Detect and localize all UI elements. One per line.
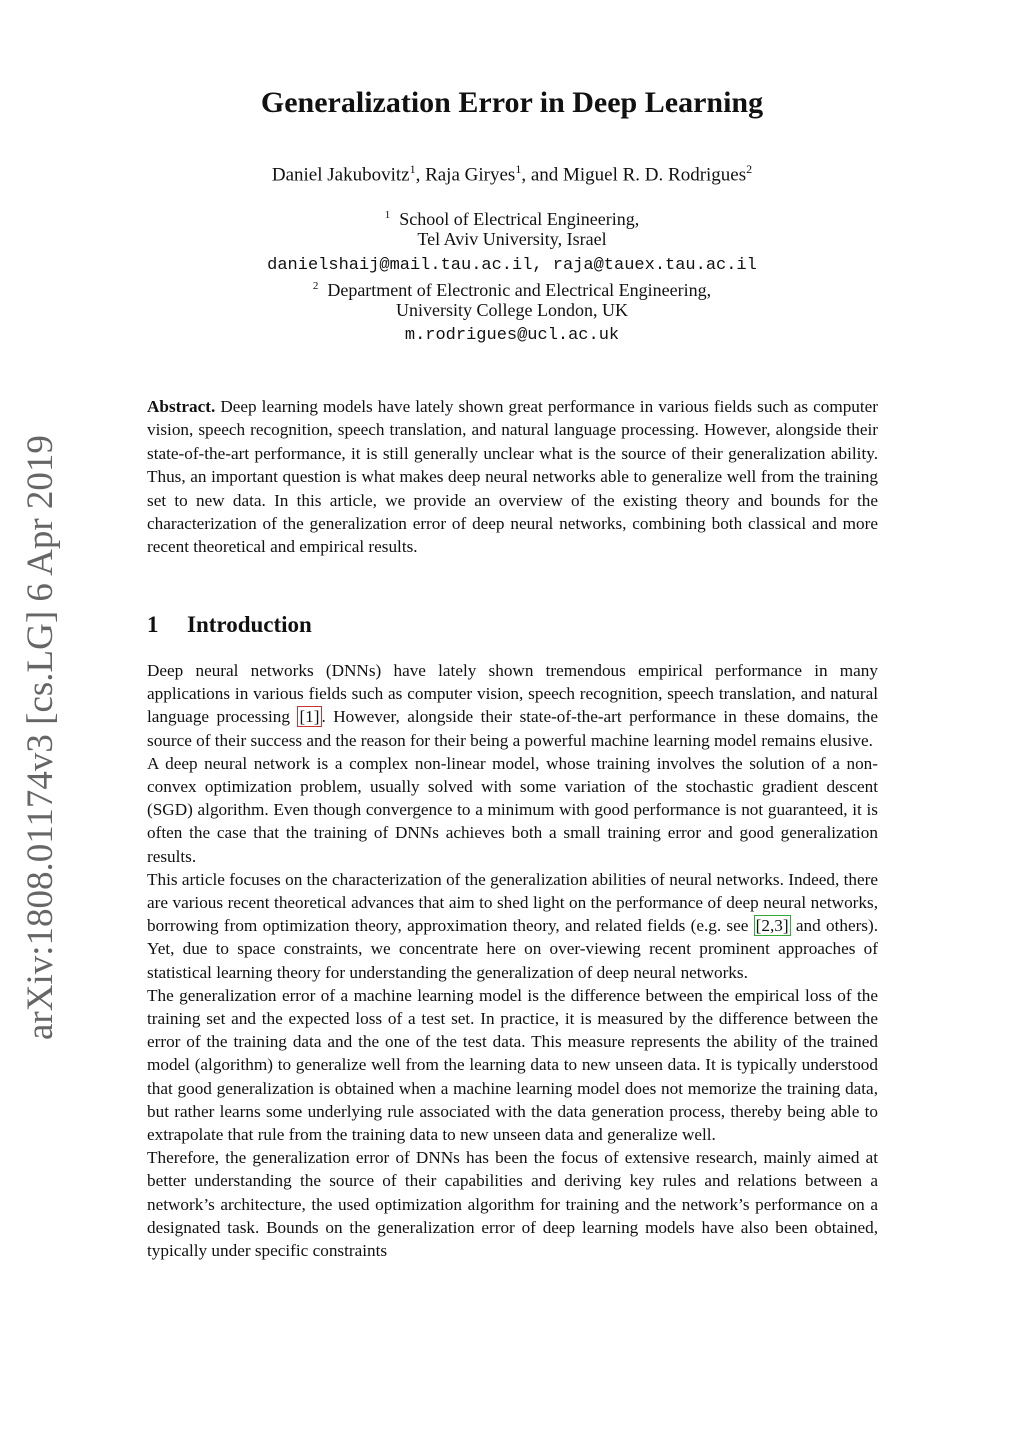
author-name: Miguel R. D. Rodrigues bbox=[563, 164, 747, 186]
author-affiliation-mark: 2 bbox=[746, 162, 753, 176]
paragraph: A deep neural network is a complex non-linear model, whose training involves the solution of a non-convex optimization problem, usually solved with some variation of the stochastic gradient descent (SGD) algorithm. Even though convergence to a minimum with good performance is not guaranteed, it is often the case that the training of DNNs achieves both a small training error and good generalization results. bbox=[147, 753, 878, 866]
paper-title: Generalization Error in Deep Learning bbox=[260, 86, 764, 119]
abstract-text: Deep learning models have lately shown great performance in various fields such as computer vision, speech recognition, speech translation, and natural language processing. However, alongside their state-of-the-art performance, it is still generally unclear what is the source of their generalization ability. Thus, an important question is what makes deep neural networks able to generalize well from the training set to new data. In this article, we provide an overview of the existing theory and bounds for the characterization of the generalization error of deep neural networks, combining both classical and more recent theoretical and empirical results. bbox=[147, 397, 879, 557]
section-body bbox=[147, 659, 878, 1262]
author-name: Daniel Jakubovitz bbox=[271, 164, 410, 186]
affiliation-1-line-1: $^1$ School of Electrical Engineering, bbox=[384, 209, 640, 229]
affiliation-1-emails[interactable]: danielshaij@mail.tau.ac.il, raja@tauex.tau.ac.il bbox=[267, 256, 757, 275]
arxiv-identifier: arXiv:1808.01174v3 [cs.LG] 6 Apr 2019 bbox=[20, 435, 61, 1040]
citation-link[interactable]: [1] bbox=[299, 707, 320, 727]
affiliation-2-line-1: $^2$ Department of Electronic and Electrical Engineering, bbox=[312, 280, 712, 300]
author-name: Raja Giryes bbox=[425, 164, 516, 186]
abstract bbox=[147, 395, 878, 559]
paragraph: Deep neural networks (DNNs) have lately shown tremendous empirical performance in many applications in various fields such as computer vision, speech recognition, speech translation, and natural language processing [1] . However, alongside their state-of-the-art performance in these domains, the source of their success and the reason for their being a powerful machine learning model remains elusive. bbox=[147, 661, 878, 750]
section-number: 1 bbox=[147, 612, 159, 637]
author-affiliation-mark: 1 bbox=[409, 162, 416, 176]
citation-link[interactable]: [2,3] bbox=[755, 916, 789, 936]
section-heading bbox=[147, 612, 312, 638]
author-affiliation-mark: 1 bbox=[515, 162, 522, 176]
paragraph: Therefore, the generalization error of DNNs has been the focus of extensive research, mainly aimed at better understanding the source of their capabilities and deriving key rules and relations between a network’s architecture, the used optimization algorithm for training and the network’s performance on a designated task. Bounds on the generalization error of deep learning models have also been obtained, typically under specific constraints bbox=[147, 1148, 878, 1261]
author-list: Daniel Jakubovitz$^1$, Raja Giryes$^1$, and Miguel R. D. Rodrigues$^2$ bbox=[271, 162, 753, 186]
affiliation-1-line-2: Tel Aviv University, Israel bbox=[417, 229, 607, 249]
paragraph: The generalization error of a machine learning model is the difference between the empirical loss of the training set and the expected loss of a test set. In practice, it is measured by the difference between the error of the training data and the one of the test data. This measure represents the ability of the trained model (algorithm) to generalize well from the learning data to new unseen data. It is typically understood that good generalization is obtained when a machine learning model does not memorize the training data, but rather learns some underlying rule associated with the data generation process, thereby being able to extrapolate that rule from the training data to new unseen data and generalize well. bbox=[147, 985, 878, 1145]
section-title: Introduction bbox=[187, 612, 312, 637]
affiliation-2-line-2: University College London, UK bbox=[396, 300, 628, 320]
abstract-label: Abstract. bbox=[147, 397, 216, 416]
affiliation-2-email[interactable]: m.rodrigues@ucl.ac.uk bbox=[404, 326, 620, 345]
paragraph: This article focuses on the characterization of the generalization abilities of neural networks. Indeed, there are various recent theoretical advances that aim to shed light on the performance of deep neural networks, borrowing from optimization theory, approximation theory, and related fields (e.g. see [2,3] and others). Yet, due to space constraints, we concentrate here on over-viewing recent prominent approaches of statistical learning theory for understanding the generalization of deep neural networks. bbox=[147, 869, 878, 982]
